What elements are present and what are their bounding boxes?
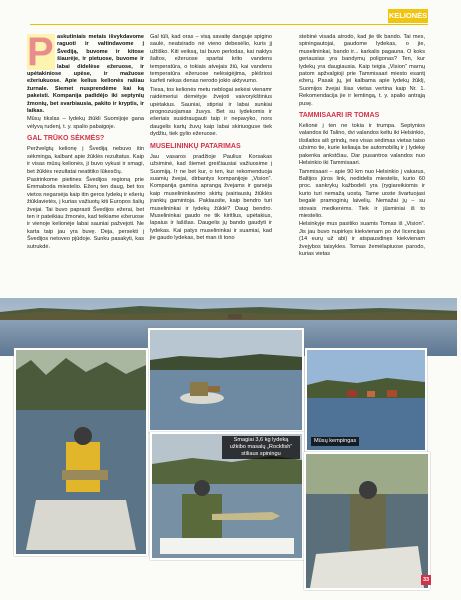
subheading: GAL TRŪKO SĖKMĖS? <box>27 135 105 143</box>
section-tab: KELIONĖS <box>388 9 428 23</box>
page-number: 33 <box>422 577 430 583</box>
text-column-3 <box>299 34 425 259</box>
lead-paragraph: askutiniais metais išvykdavome raguoti ir valtindavome į Švediją, buvome ir kitose šiaurėje, ir pietuose, buvome ir labai didelėse ežeruose, ir upėtakiniose upėse, ir mažuose ežeriukuose. Apie kelius kelionės rašiau žurnale. Siemet nusprendėme kai ką pakeisti. Kompanija padidėjo iki septynių žmonių, bet svarbiausia, pakito ir kryptis, ir laikas. <box>27 34 144 115</box>
paragraph: Gal tūli, kad oras – visą savaitę danguje spigino saulė, neatsirado nė vieno debesėlio, kuris jį užtiško. Kiti veiksą, tai buvo perlodas, kai naktys šaltos, ežeruose spartai krito vandens temperatūra, o tokiais atvejais žiū, kai vandens temperatūra ežeruose nelėsigėjima, plėšriosi karfeti nėkas denas nerodo jokio aktyvumo. <box>150 34 272 85</box>
yellow-jacket-angler-photo <box>14 348 148 556</box>
boat-angler-photo <box>148 328 304 432</box>
boat-angler-image <box>150 330 302 430</box>
photo-caption: Mūsų kempingas <box>311 437 359 446</box>
boat-fish-photo <box>304 452 430 590</box>
paragraph: Tiesa, tos kelionės metu neblogai sekėsi vienamr raidėmeriui dėmėtyje žvejoti vaivorykštinius upėtakius. Sauniai, stipriai ir labai sunkiai prognozuojamas žuvys. Bet su lydekomis ir ešeriais susidraugauti taip ir nepavyko, nors daugelis kartų žuvų kaip labai skiriuoguse tiek dydžiu, tiek gylio ežeruose. <box>150 86 272 138</box>
dropcap-box <box>27 30 55 74</box>
dropcap-letter: P <box>27 30 54 74</box>
paragraph: stebinė visada atrodo, kad jie tik bando. Tai mes, spiningautojai, gaudome lydekas, o jie, muselininkai, bando ir... karkalis pagauna. O koks geriausias yra bandymų poligonas? Ten, kur lydekų yra daugiausia. Kaip teigia „Vision“ marnų patom apžvalgioji prie Tammisaari miesto esantį ežerų. Pasak jų, jei kalbama apie lydekų žūklį, Suomijos žvejai šias vietas vertina kaip Nr. 1. Rekomendacija jie ir lemtingą, t. y. spalio antrąją pusę. <box>299 34 425 107</box>
header-rule <box>30 24 428 25</box>
boat-fish-image <box>306 454 428 588</box>
pike-catch-photo <box>150 432 304 560</box>
paragraph: Jau vasaros pradžioje Paulius Korsakas užsiminė, kad šiemet greičiausiai važiuosime į Suomiją. Ir ne bet kur, o ten, kur rekomenduoja suamių žvejai, dirbantys kompanijoje „Vision“. Kompanija gamina aprangą žvejams ir garsėja kaip muselininkavimo skirtų įvairiausių žiūklės įrankių gamintoja. Paklausite, kaip bendro turi muselininkai ir lydekų žūklė? Daug bendro. Muselininkai gaudo ne tik kiritlius, upėtakius, lapaius ir lašišas. Daugelis jų bando gaudyti ir lydekas. Kai patys muselininkai ir suamiai, kad jie gaudo lydekas, bet man iš tono <box>150 153 272 242</box>
subheading: TAMMISAARI IR TOMAS <box>299 112 380 120</box>
paragraph: Mūsų tikslas – lydekų žiūkli Suomijoje gana vėlyvą rudenį, t. y. spalio pabaigoje. <box>27 116 144 130</box>
campsite-image <box>307 350 425 450</box>
paragraph: Tammisaari – apie 90 km nuo Helsinkio į vakarus, Baltijos jūros link, nedidelis miestelis, kurio 60 proc. sankrykų kažbodeli yra (rygiareikiomis ir kurio turi nemažą uostą. Tame uoste švartuojasi begalė pramoginių laivelių. Nemažai jų – su stovais medkerėms. Tiek ir jūsminiai iš to miestelio. <box>299 168 425 219</box>
paragraph: Peržvelgtų kelionę į Švediją nebuvo itin sėkminga, kalbant apie žūklės rezultatus. Kaip ir visas mūsų kelionės, ji buvo vykusi ir smagi, bet žūklės rezultatai neatitiko lūkesčių. <box>27 146 144 175</box>
subheading: MUSELININKŲ PATARIMAS <box>150 142 241 150</box>
paragraph: Kelionė į ten ne tokia ir trumpa. Septynios valandos iki Talino, dvi valandos keltu iki Helsinkio, išsilaitos aiš grindų, nes visas sėdimas vietas taiso užsimo tie, kurie keliauja be automobilių ir į lydekę pakenka ankstčiau. Dar pusantros valandos nuo Helsinkio iki Tammisaari. <box>299 123 425 167</box>
campsite-photo <box>305 348 427 452</box>
photo-caption: Smagiai 3,6 kg lydeką užkibo masalų „Rockfish“ stiliaus spiningu <box>222 436 300 459</box>
yellow-jacket-angler-image <box>16 350 146 554</box>
paragraph: Pasirinkome pietines Švedijos regioną prie Emmaboda miestelio. Ežerų ten daug, bet tos vietos negarsėja kaip itin geros lydekų ir ešerių žiūklavietės, į kurias važiuotų kiti Europos šalių žvejai. Tai buvo paprasti Švedijos ežerai, bet ten ir pateikiau žmonės, kad teikiame ežeruose ir vienoje kelionėje labai sauniai pažvejoti. Ne karta taip jau yra buvę. Deja, persekti į Švedijos netoveo pjūdoje. Sunku pasakyti, kas sutrukdė. <box>27 176 144 250</box>
text-column-1 <box>27 30 144 252</box>
paragraph: Helsinkyje mus pasitiko suamis Tomas iš „Vision“. Jis jau buvo nupirkęs kiekvienam po dvi licencijas (14 eurų už abi) ir atspausdinęs kiekvienam žvejybos taisykles. Tomas žemėlapiuose parodo, kurias vietas <box>299 221 425 257</box>
text-column-2 <box>150 34 272 244</box>
